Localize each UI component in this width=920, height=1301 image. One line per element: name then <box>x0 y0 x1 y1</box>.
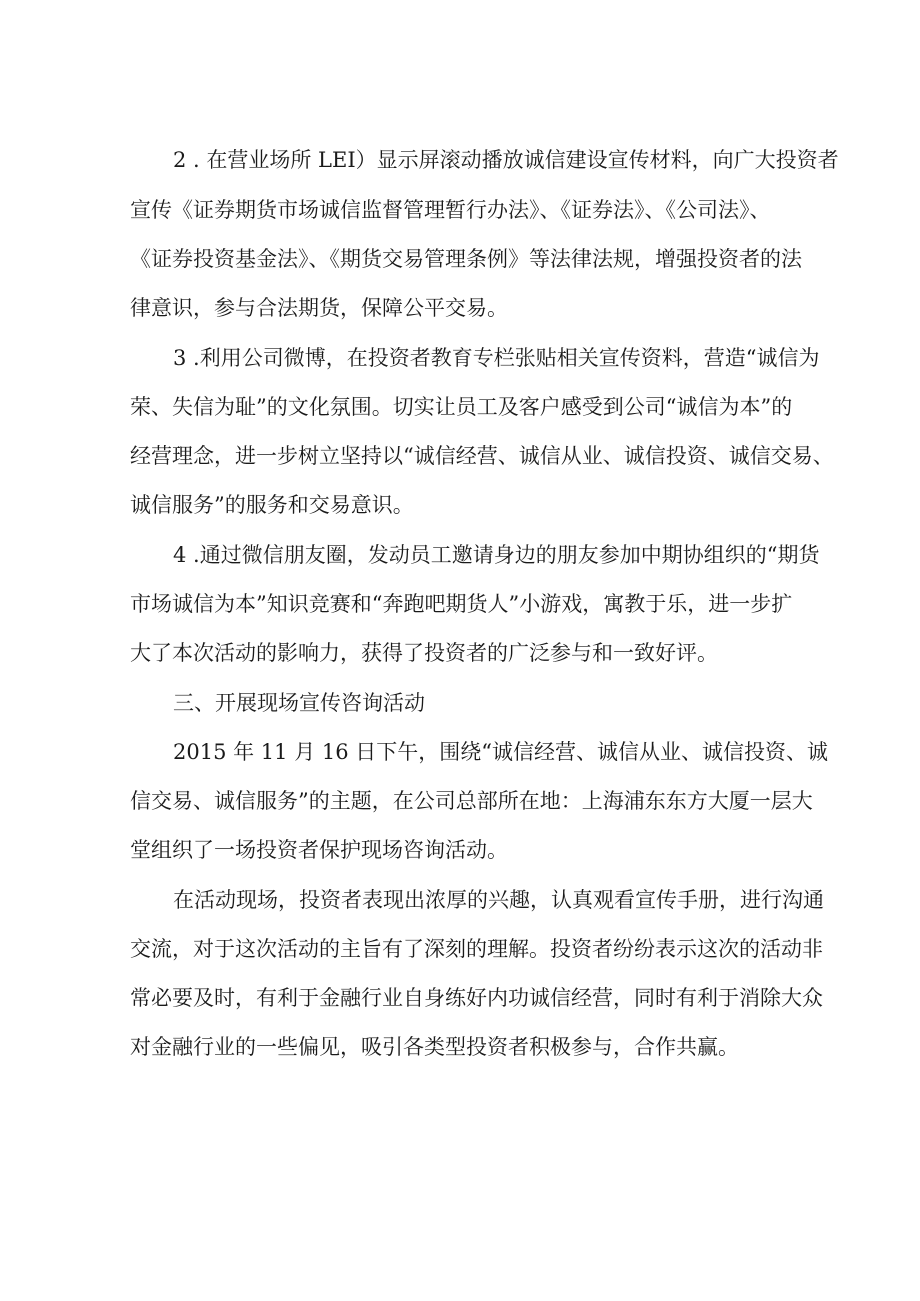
text-line: 对金融行业的一些偏见，吸引各类型投资者积极参与，合作共赢。 <box>130 1035 739 1059</box>
text-line: 荣、失信为耻”的文化氛围。切实让员工及客户感受到公司“诚信为本”的 <box>130 395 793 419</box>
text-line: 大了本次活动的影响力，获得了投资者的广泛参与和一致好评。 <box>130 641 718 665</box>
text-line: 2 . 在营业场所 LEI）显示屏滚动播放诚信建设宣传材料，向广大投资者 <box>173 148 839 172</box>
text-line: 在活动现场，投资者表现出浓厚的兴趣，认真观看宣传手册，进行沟通 <box>173 888 824 912</box>
text-line: 2015 年 11 月 16 日下午，围绕“诚信经营、诚信从业、诚信投资、诚 <box>173 740 828 764</box>
text-line: 常必要及时，有利于金融行业自身练好内功诚信经营，同时有利于消除大众 <box>130 986 823 1010</box>
text-line: 经营理念，进一步树立坚持以“诚信经营、诚信从业、诚信投资、诚信交易、 <box>130 444 834 468</box>
text-line: 宣传《证券期货市场诚信监督管理暂行办法》、《证券法》、《公司法》、 <box>130 198 771 222</box>
text-line: 堂组织了一场投资者保护现场咨询活动。 <box>130 838 508 862</box>
text-line: 3 .利用公司微博，在投资者教育专栏张贴相关宣传资料，营造“诚信为 <box>173 346 820 370</box>
text-line: 《证券投资基金法》、《期货交易管理条例》等法律法规，增强投资者的法 <box>130 247 802 271</box>
section-title: 三、开展现场宣传咨询活动 <box>173 691 425 715</box>
text-line: 诚信服务”的服务和交易意识。 <box>130 493 414 517</box>
text-line: 信交易、诚信服务”的主题，在公司总部所在地：上海浦东东方大厦一层大 <box>130 789 813 813</box>
text-line: 市场诚信为本”知识竞赛和“奔跑吧期货人”小游戏，寓教于乐，进一步扩 <box>130 592 793 616</box>
text-line: 律意识，参与合法期货，保障公平交易。 <box>130 296 508 320</box>
text-line: 交流，对于这次活动的主旨有了深刻的理解。投资者纷纷表示这次的活动非 <box>130 937 823 961</box>
text-line: 4 .通过微信朋友圈，发动员工邀请身边的朋友参加中期协组织的“期货 <box>173 543 820 567</box>
